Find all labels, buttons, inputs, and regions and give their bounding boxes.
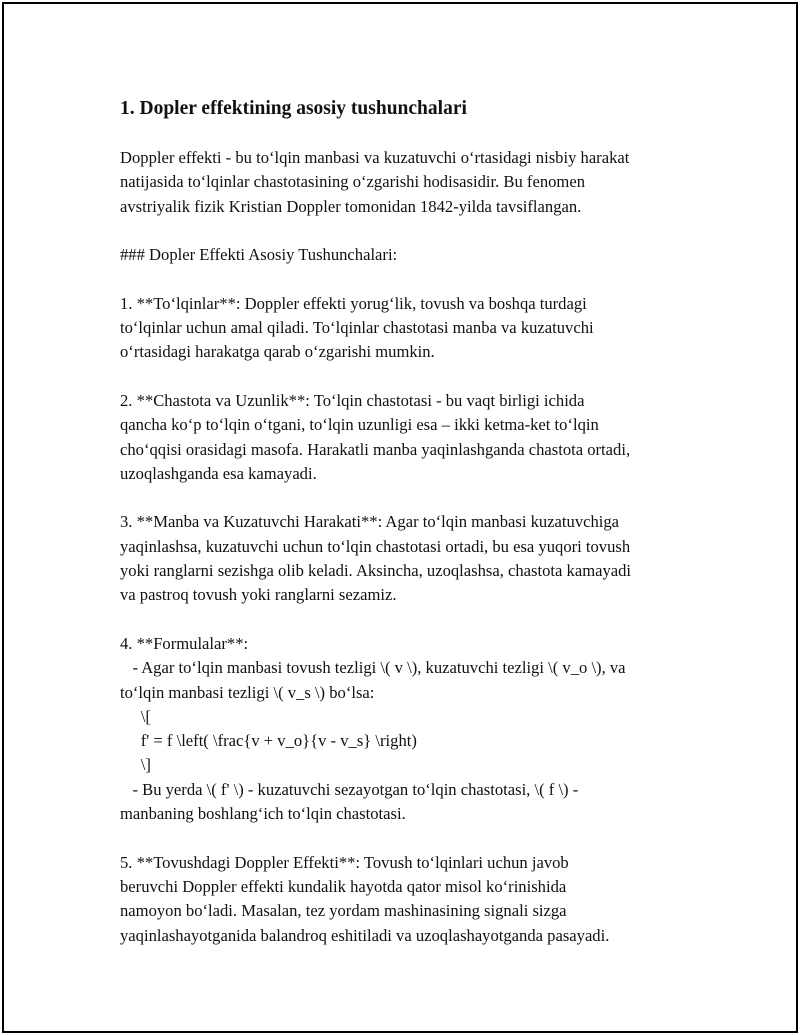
paragraph: [120, 632, 700, 826]
text-line: f' = f \left( \frac{v + v_o}{v - v_s} \right): [120, 731, 417, 751]
text-line: to‘lqinlar uchun amal qiladi. To‘lqinlar chastotasi manba va kuzatuvchi: [120, 318, 594, 338]
paragraph: [120, 292, 700, 365]
text-line: ### Dopler Effekti Asosiy Tushunchalari:: [120, 245, 398, 265]
text-line: Doppler effekti - bu to‘lqin manbasi va kuzatuvchi o‘rtasidagi nisbiy harakat: [120, 148, 630, 167]
paragraph-list: [120, 146, 700, 948]
text-line: yaqinlashsa, kuzatuvchi uchun to‘lqin chastotasi ortadi, bu esa yuqori tovush: [120, 536, 631, 556]
document-body: [120, 96, 700, 972]
paragraph: [120, 389, 700, 486]
text-line: yaqinlashayotganida balandroq eshitiladi va uzoqlashayotganda pasayadi.: [120, 925, 610, 945]
text-line: 5. **Tovushdagi Doppler Effekti**: Tovush to‘lqinlari uchun javob: [120, 852, 569, 872]
text-line: \[: [120, 706, 151, 726]
text-line: 1. **To‘lqinlar**: Doppler effekti yorug‘lik, tovush va boshqa turdagi: [120, 293, 587, 313]
text-line: 3. **Manba va Kuzatuvchi Harakati**: Agar to‘lqin manbasi kuzatuvchiga: [120, 512, 620, 532]
text-line: namoyon bo‘ladi. Masalan, tez yordam mashinasining signali sizga: [120, 901, 567, 921]
text-line: cho‘qqisi orasidagi masofa. Harakatli manba yaqinlashganda chastota ortadi,: [120, 439, 631, 459]
text-line: 2. **Chastota va Uzunlik**: To‘lqin chastotasi - bu vaqt birligi ichida: [120, 390, 585, 410]
document-page: [2, 2, 798, 1033]
text-line: manbaning boshlang‘ich to‘lqin chastotasi.: [120, 804, 406, 824]
text-line: yoki ranglarni sezishga olib keladi. Aksincha, uzoqlashsa, chastota kamayadi: [120, 561, 632, 581]
text-line: va pastroq tovush yoki ranglarni sezamiz.: [120, 585, 397, 605]
text-line: 4. **Formulalar**:: [120, 633, 249, 653]
text-line: o‘rtasidagi harakatga qarab o‘zgarishi mumkin.: [120, 342, 435, 362]
document-title: 1. Dopler effektining asosiy tushunchalari: [120, 98, 467, 119]
text-line: uzoqlashganda esa kamayadi.: [120, 463, 317, 483]
text-line: beruvchi Doppler effekti kundalik hayotda qator misol ko‘rinishida: [120, 876, 567, 896]
text-line: \]: [120, 755, 151, 775]
text-line: - Bu yerda \( f' \) - kuzatuvchi sezayotgan to‘lqin chastotasi, \( f \) -: [120, 779, 579, 799]
paragraph: [120, 851, 700, 948]
text-line: natijasida to‘lqinlar chastotasining o‘zgarishi hodisasidir. Bu fenomen: [120, 172, 585, 192]
text-line: to‘lqin manbasi tezligi \( v_s \) bo‘lsa:: [120, 682, 375, 702]
paragraph: [120, 146, 700, 219]
text-line: - Agar to‘lqin manbasi tovush tezligi \( v \), kuzatuvchi tezligi \( v_o \), va: [120, 658, 626, 678]
text-line: avstriyalik fizik Kristian Doppler tomonidan 1842-yilda tavsiflangan.: [120, 196, 582, 216]
text-line: qancha ko‘p to‘lqin o‘tgani, to‘lqin uzunligi esa – ikki ketma-ket to‘lqin: [120, 415, 599, 435]
paragraph: [120, 510, 700, 607]
paragraph: [120, 243, 700, 267]
